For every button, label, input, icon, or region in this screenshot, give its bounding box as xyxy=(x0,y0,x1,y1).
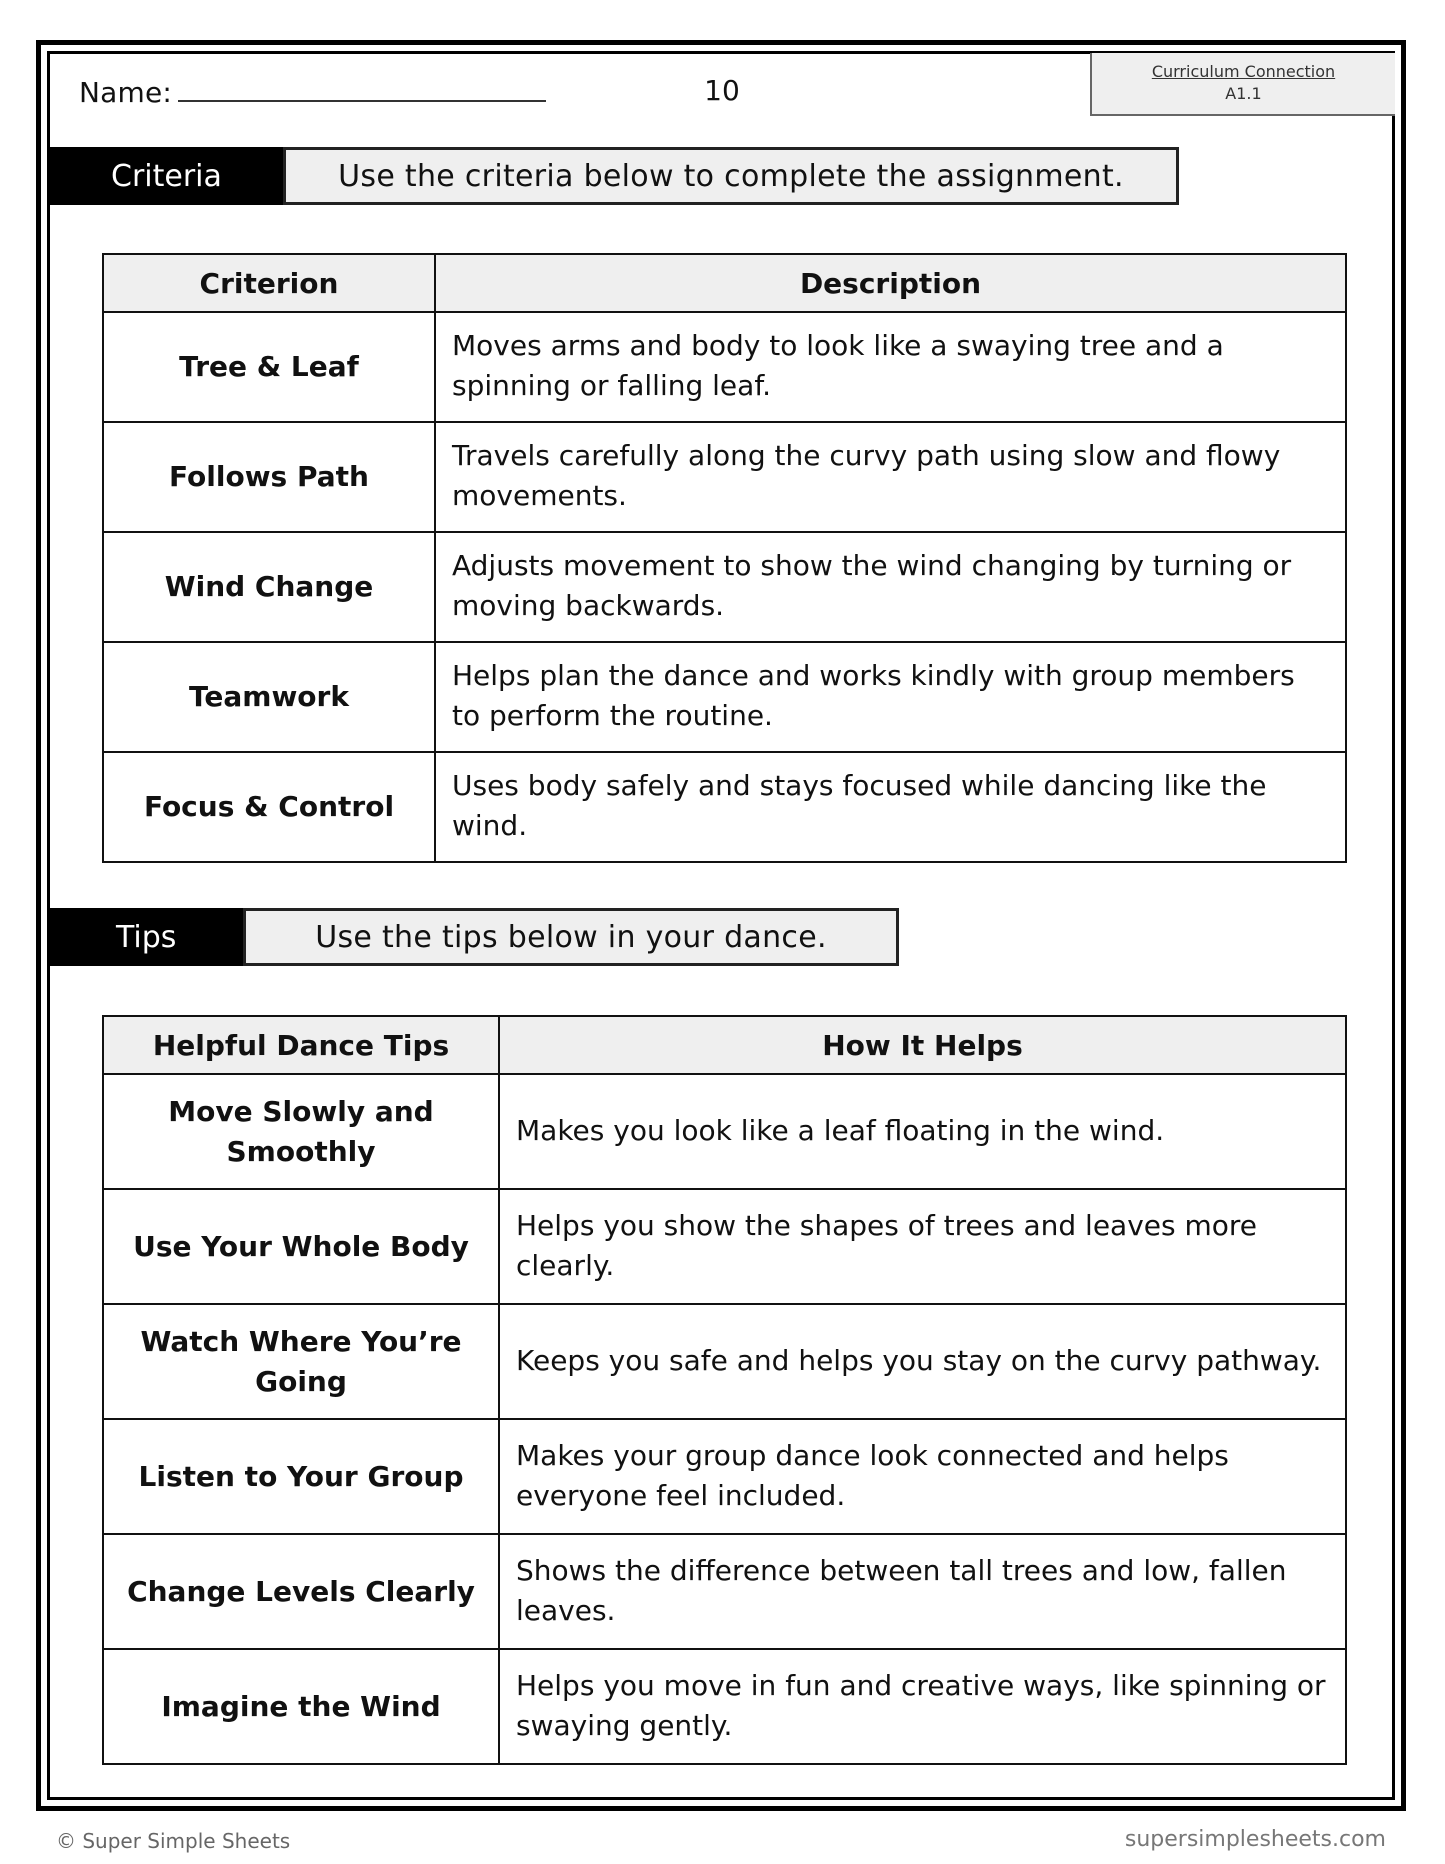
curriculum-connection-code: A1.1 xyxy=(1225,84,1262,103)
tip-name: Watch Where You’re Going xyxy=(103,1304,499,1419)
column-header-how-it-helps: How It Helps xyxy=(499,1016,1346,1074)
tips-section-bar xyxy=(50,908,899,966)
criterion-name: Teamwork xyxy=(103,642,435,752)
name-label: Name: xyxy=(79,76,173,109)
tip-help: Keeps you safe and helps you stay on the curvy pathway. xyxy=(499,1304,1346,1419)
tip-help: Helps you move in fun and creative ways, like spinning or swaying gently. xyxy=(499,1649,1346,1764)
curriculum-connection-title: Curriculum Connection xyxy=(1151,62,1336,81)
tip-name: Use Your Whole Body xyxy=(103,1189,499,1304)
name-blank-line[interactable] xyxy=(178,74,546,102)
tip-name: Move Slowly and Smoothly xyxy=(103,1074,499,1189)
tip-name: Change Levels Clearly xyxy=(103,1534,499,1649)
criterion-description: Moves arms and body to look like a swaying tree and a spinning or falling leaf. xyxy=(435,312,1346,422)
criterion-name: Wind Change xyxy=(103,532,435,642)
footer-website: supersimplesheets.com xyxy=(1124,1827,1386,1852)
footer-copyright: © Super Simple Sheets xyxy=(56,1829,291,1853)
table-row xyxy=(103,532,1346,642)
table-row xyxy=(103,1419,1346,1534)
criteria-table xyxy=(102,253,1347,863)
criterion-name: Focus & Control xyxy=(103,752,435,862)
tips-table xyxy=(102,1015,1347,1765)
criterion-description: Uses body safely and stays focused while dancing like the wind. xyxy=(435,752,1346,862)
table-row xyxy=(103,1534,1346,1649)
criteria-label: Criteria xyxy=(50,147,283,205)
tip-name: Imagine the Wind xyxy=(103,1649,499,1764)
tips-label: Tips xyxy=(50,908,243,966)
criterion-name: Tree & Leaf xyxy=(103,312,435,422)
tips-instruction: Use the tips below in your dance. xyxy=(243,908,899,966)
curriculum-connection-box xyxy=(1090,53,1395,116)
table-header-row xyxy=(103,254,1346,312)
tip-help: Shows the difference between tall trees and low, fallen leaves. xyxy=(499,1534,1346,1649)
table-row xyxy=(103,752,1346,862)
table-row xyxy=(103,642,1346,752)
tip-help: Makes your group dance look connected and helps everyone feel included. xyxy=(499,1419,1346,1534)
criterion-name: Follows Path xyxy=(103,422,435,532)
tip-help: Makes you look like a leaf floating in the wind. xyxy=(499,1074,1346,1189)
column-header-criterion: Criterion xyxy=(103,254,435,312)
criteria-section-bar xyxy=(50,147,1179,205)
tip-name: Listen to Your Group xyxy=(103,1419,499,1534)
table-row xyxy=(103,1074,1346,1189)
tip-help: Helps you show the shapes of trees and leaves more clearly. xyxy=(499,1189,1346,1304)
name-field xyxy=(79,74,546,109)
column-header-tips: Helpful Dance Tips xyxy=(103,1016,499,1074)
table-header-row xyxy=(103,1016,1346,1074)
table-row xyxy=(103,1649,1346,1764)
criteria-instruction: Use the criteria below to complete the assignment. xyxy=(283,147,1179,205)
table-row xyxy=(103,1189,1346,1304)
criterion-description: Helps plan the dance and works kindly with group members to perform the routine. xyxy=(435,642,1346,752)
table-row xyxy=(103,422,1346,532)
criterion-description: Travels carefully along the curvy path using slow and flowy movements. xyxy=(435,422,1346,532)
page-number: 10 xyxy=(704,74,740,107)
column-header-description: Description xyxy=(435,254,1346,312)
criterion-description: Adjusts movement to show the wind changing by turning or moving backwards. xyxy=(435,532,1346,642)
table-row xyxy=(103,1304,1346,1419)
table-row xyxy=(103,312,1346,422)
